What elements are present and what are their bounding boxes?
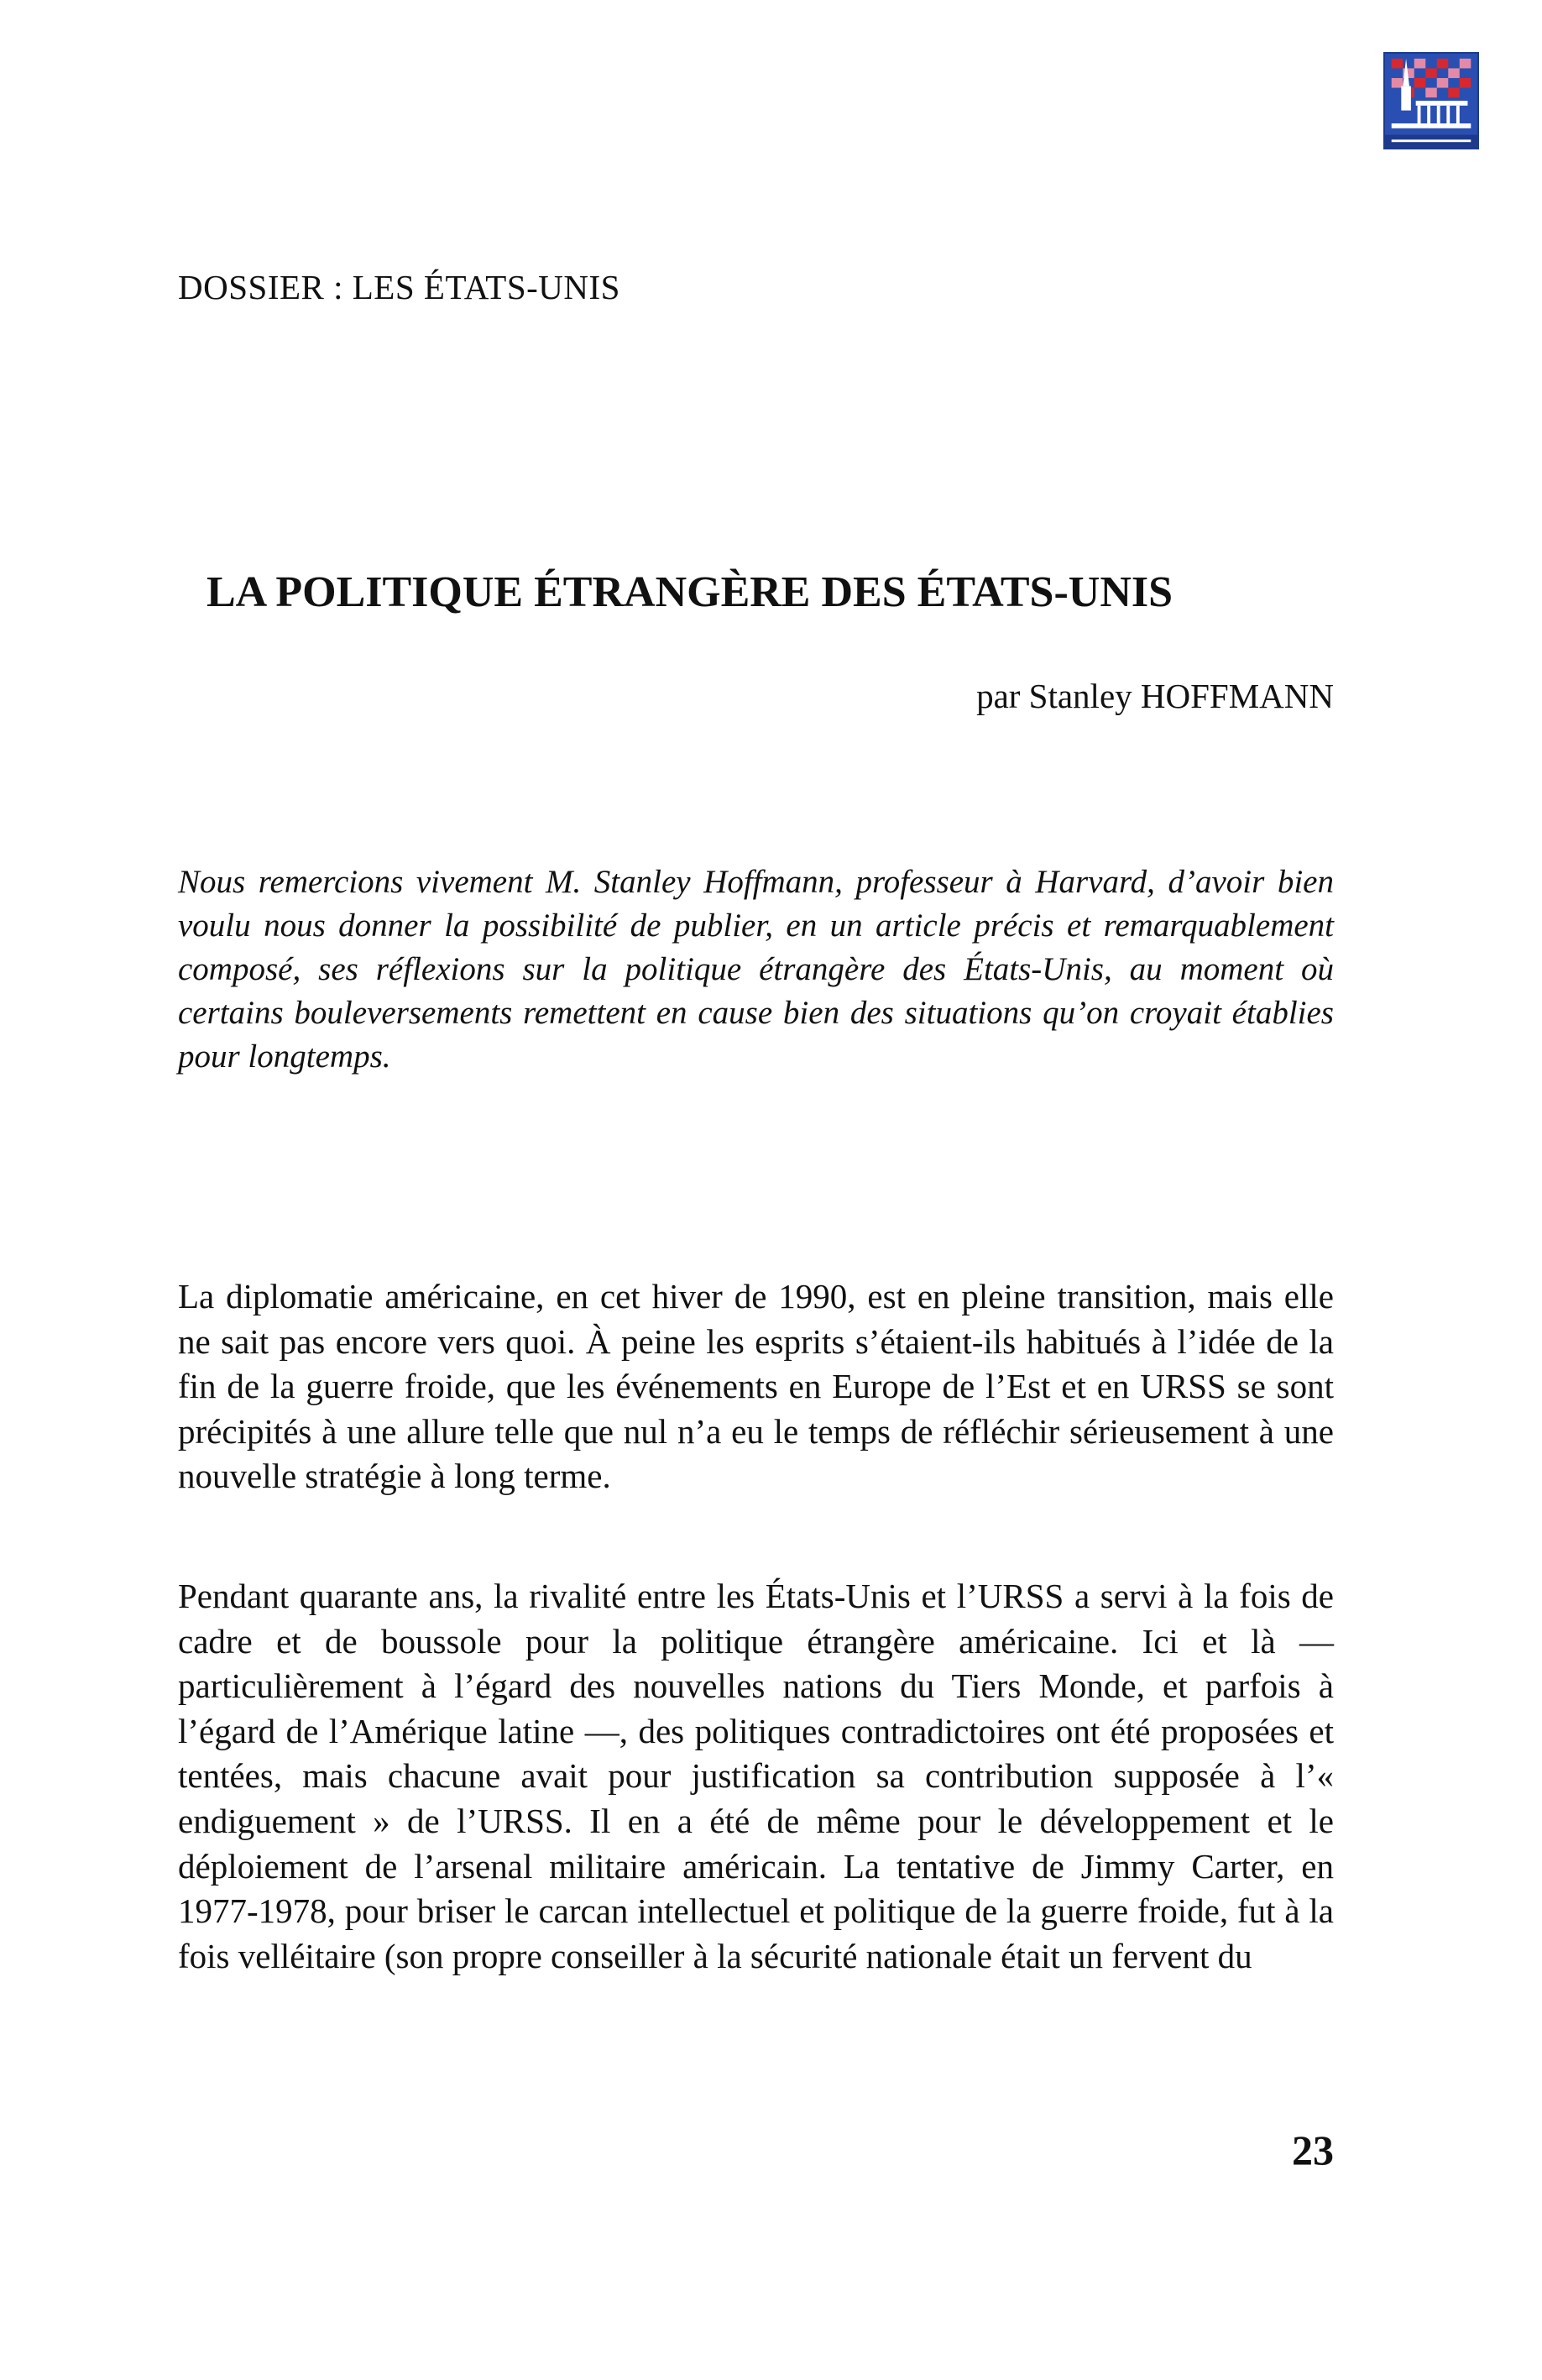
section-header: DOSSIER : LES ÉTATS-UNIS bbox=[178, 268, 620, 306]
publisher-logo-icon bbox=[1383, 52, 1479, 149]
body-paragraph: Pendant quarante ans, la rivalité entre les États-Unis et l’URSS a servi à la fois de cadre et de boussole pour la politique étrangère américaine. Ici et là — particulièrement à l’égard des nouvelles nations du Tiers Monde, et parfois à l’égard de l’Amérique latine —, des politiques contradictoires ont été proposées et tentées, mais chacune avait pour justification sa contribution supposée à l’« endiguement » de l’URSS. Il en a été de même pour le développement et le déploiement de l’arsenal militaire américain. La tentative de Jimmy Carter, en 1977-1978, pour briser le carcan intellectuel et politique de la guerre froide, fut à la fois velléitaire (son propre conseiller à la sécurité nationale était un fervent du bbox=[178, 1577, 1334, 1975]
page-number: 23 bbox=[1292, 2126, 1334, 2173]
body-paragraph: La diplomatie américaine, en cet hiver de 1990, est en pleine transition, mais elle ne sait pas encore vers quoi. À peine les esprits s’étaient-ils habitués à l’idée de la fin de la guerre froide, que les événements en Europe de l’Est et en URSS se sont précipités à une allure telle que nul n’a eu le temps de réfléchir sérieusement à une nouvelle stratégie à long terme. bbox=[178, 1277, 1334, 1496]
editorial-intro: Nous remercions vivement M. Stanley Hoffmann, professeur à Harvard, d’avoir bien voulu nous donner la possibilité de publier, en un article précis et remarquablement composé, ses réflexions sur la politique étrangère des États-Unis, au moment où certains bouleversements remettent en cause bien des situations qu’on croyait établies pour longtemps. bbox=[178, 864, 1334, 1075]
article-title: LA POLITIQUE ÉTRANGÈRE DES ÉTATS-UNIS bbox=[206, 568, 1173, 616]
author-byline: par Stanley HOFFMANN bbox=[976, 677, 1334, 715]
